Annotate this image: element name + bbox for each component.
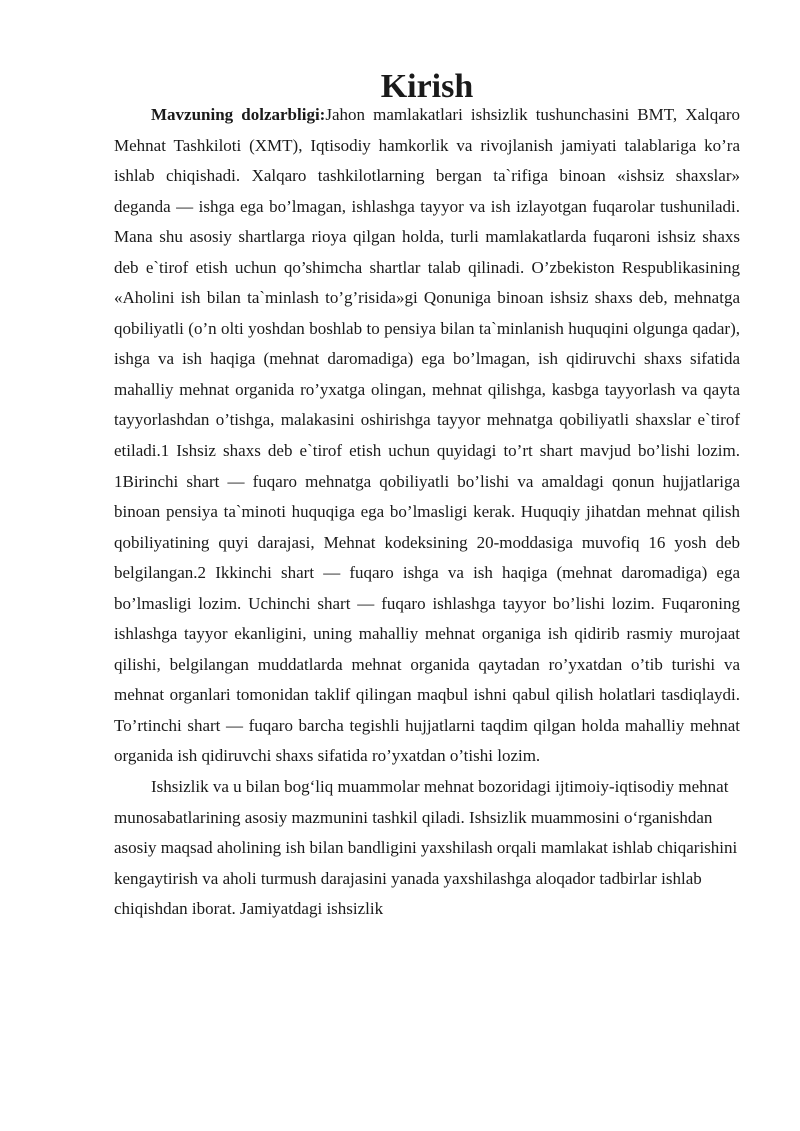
paragraph-line: Ishsizlik va u bilan bog‘liq muammolar mehnat bozoridagi ijtimoiy-iqtisodiy <box>151 777 675 797</box>
paragraph-line: yaxshilashga aloqador tadbirlar ishlab chiqishdan iborat. Jamiyatdagi ishsizlik <box>114 868 702 919</box>
paragraph-line: mehnat munosabatlarining asosiy mazmunini tashkil qiladi. Ishsizlik muammosini <box>114 777 729 827</box>
paragraph-line: mamlakat ishlab chiqarishini kengaytirish va aholi turmush darajasini yanada <box>114 838 738 888</box>
paragraph-unemployment <box>114 772 740 925</box>
relevance-lead: Mavzuning dolzarbligi: <box>151 105 326 124</box>
paragraph-line: o‘rganishdan asosiy maqsad aholining ish bilan bandligini yaxshilash orqali <box>114 807 713 858</box>
document-title: Kirish <box>380 68 474 105</box>
paragraph-relevance <box>114 100 740 772</box>
document-page <box>114 68 740 925</box>
relevance-text: Jahon mamlakatlari ishsizlik tushunchasini BMT, Xalqaro Mehnat Tashkiloti (XMT), Iqtisodiy hamkorlik va rivojlanish jamiyati talablariga ko’ra ishlab chiqishadi. Xalqaro tashkilotlarning bergan ta`rifiga binoan «ishsiz shaxslar» deganda — ishga ega bo’lmagan, ishlashga tayyor va ish izlayotgan fuqarolar tushuniladi. Mana shu asosiy shartlarga rioya qilgan holda, turli mamlakatlarda fuqaroni ishsiz shaxs deb e`tirof etish uchun qo’shimcha shartlar talab qilinadi. O’zbekiston Respublikasining «Aholini ish bilan ta`minlash to’g’risida»gi Qonuniga binoan ishsiz shaxs deb, mehnatga qobiliyatli (o’n olti yoshdan boshlab to pensiya bilan ta`minlanish huquqini olgunga qadar), ishga va ish haqiga (mehnat daromadiga) ega bo’lmagan, ish qidiruvchi shaxs sifatida mahalliy mehnat organida ro’yxatga olingan, mehnat qilishga, kasbga tayyorlash va qayta tayyorlashdan o’tishga, malakasini oshirishga tayyor mehnatga qobiliyatli shaxslar e`tirof etiladi.1 Ishsiz shaxs deb e`tirof etish uchun quyidagi to’rt shart mavjud bo’lishi lozim. 1Birinchi shart — fuqaro mehnatga qobiliyatli bo’lishi va amaldagi qonun hujjatlariga binoan pensiya ta`minoti huquqiga ega bo’lmasligi kerak. Huquqiy jihatdan mehnat qilish qobiliyatining quyi darajasi, Mehnat kodeksining 20-moddasiga muvofiq 16 yosh deb belgilangan.2 Ikkinchi shart — fuqaro ishga va ish haqiga (mehnat daromadiga) ega bo’lmasligi lozim. Uchinchi shart — fuqaro ishlashga tayyor bo’lishi lozim. Fuqaroning ishlashga tayyor ekanligini, uning mahalliy mehnat organiga ish qidirib rasmiy murojaat qilishi, belgilangan muddatlarda mehnat organida qaytadan ro’yxatdan o’tib turishi va mehnat organlari tomonidan taklif qilingan maqbul ishni qabul qilish holatlari tasdiqlaydi. To’rtinchi shart — fuqaro barcha tegishli hujjatlarni taqdim qilgan holda mahalliy mehnat organida ish qidiruvchi shaxs sifatida ro’yxatdan o’tishi lozim. <box>114 105 740 766</box>
